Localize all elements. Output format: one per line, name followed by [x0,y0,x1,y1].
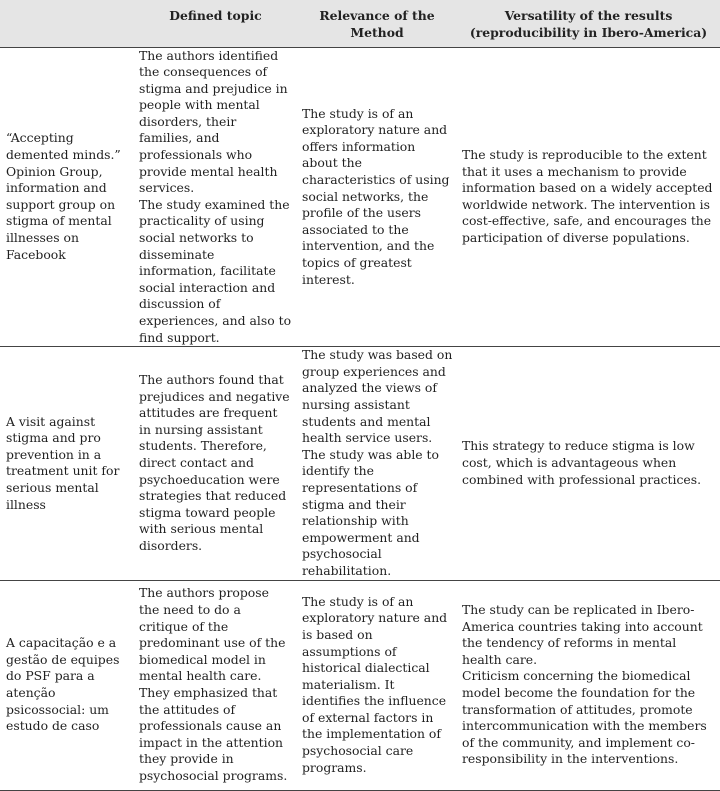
table-row [0,47,720,347]
relevance-paragraph: The study is of an exploratory nature and is based on assumptions of historical dialectical materialism. It identifies the influence of external factors in the implementation of psychosocial care programs. [302,593,448,775]
relevance-paragraph: The study is of an exploratory nature and offers information about the characteristics of using social networks, the profile of the users associated to the intervention, and the topics of greatest interest. [302,105,450,287]
topic-paragraph: The authors found that prejudices and negative attitudes are frequent in nursing assistant students. Therefore, direct contact and psychoeducation were strategies that reduced stigma toward people with serious mental disorders. [139,372,290,554]
header-relevance: Relevance of the Method [297,0,457,47]
topic-paragraph: The authors identified the consequences of stigma and prejudice in people with mental disorders, their families, and professionals who provide mental health services. [139,47,288,196]
versatility-cell [457,47,720,347]
versatility-paragraph: This strategy to reduce stigma is low cost, which is advantageous when combined with professional practices. [462,438,702,487]
versatility-cell [457,580,720,790]
topic-cell [134,347,297,580]
relevance-cell [297,580,457,790]
versatility-paragraph: Criticism concerning the biomedical model become the foundation for the transformation of attitudes, promote intercommunication with the members of the community, and implement co-responsibility in the interventions. [462,668,707,767]
topic-paragraph: The authors propose the need to do a critique of the predominant use of the biomedical model in mental health care. They emphasized that the attitudes of professionals cause an impact in the attention they provide in psychosocial programs. [139,585,288,783]
header-row [0,0,720,47]
study-cell: A capacitação e a gestão de equipes do PSF para a atenção psicossocial: um estudo de caso [6,635,120,734]
table-row [0,347,720,580]
table-row [0,580,720,790]
relevance-cell [297,347,457,580]
relevance-cell [297,47,457,347]
versatility-paragraph: The study can be replicated in Ibero-America countries taking into account the tendency of reforms in mental health care. [462,602,703,667]
versatility-cell [457,347,720,580]
versatility-paragraph: The study is reproducible to the extent that it uses a mechanism to provide information based on a widely accepted worldwide network. The intervention is cost-effective, safe, and encourages the participation of diverse populations. [462,147,713,246]
header-study [0,0,134,47]
header-defined-topic: Defined topic [134,0,297,47]
topic-paragraph: The study examined the practicality of using social networks to disseminate information, facilitate social interaction and discussion of experiences, and also to find support. [139,196,292,345]
topic-cell [134,580,297,790]
header-versatility: Versatility of the results (reproducibility in Ibero-America) [457,0,720,47]
study-cell: “Accepting demented minds.” Opinion Group, information and support group on stigma of mental illnesses on Facebook [6,130,121,262]
study-cell: A visit against stigma and pro prevention in a treatment unit for serious mental illness [6,413,120,512]
topic-cell [134,47,297,347]
relevance-paragraph: The study was based on group experiences and analyzed the views of nursing assistant students and mental health service users. The study was able to identify the representations of stigma and their relationship with empowerment and psychosocial rehabilitation. [302,347,453,578]
